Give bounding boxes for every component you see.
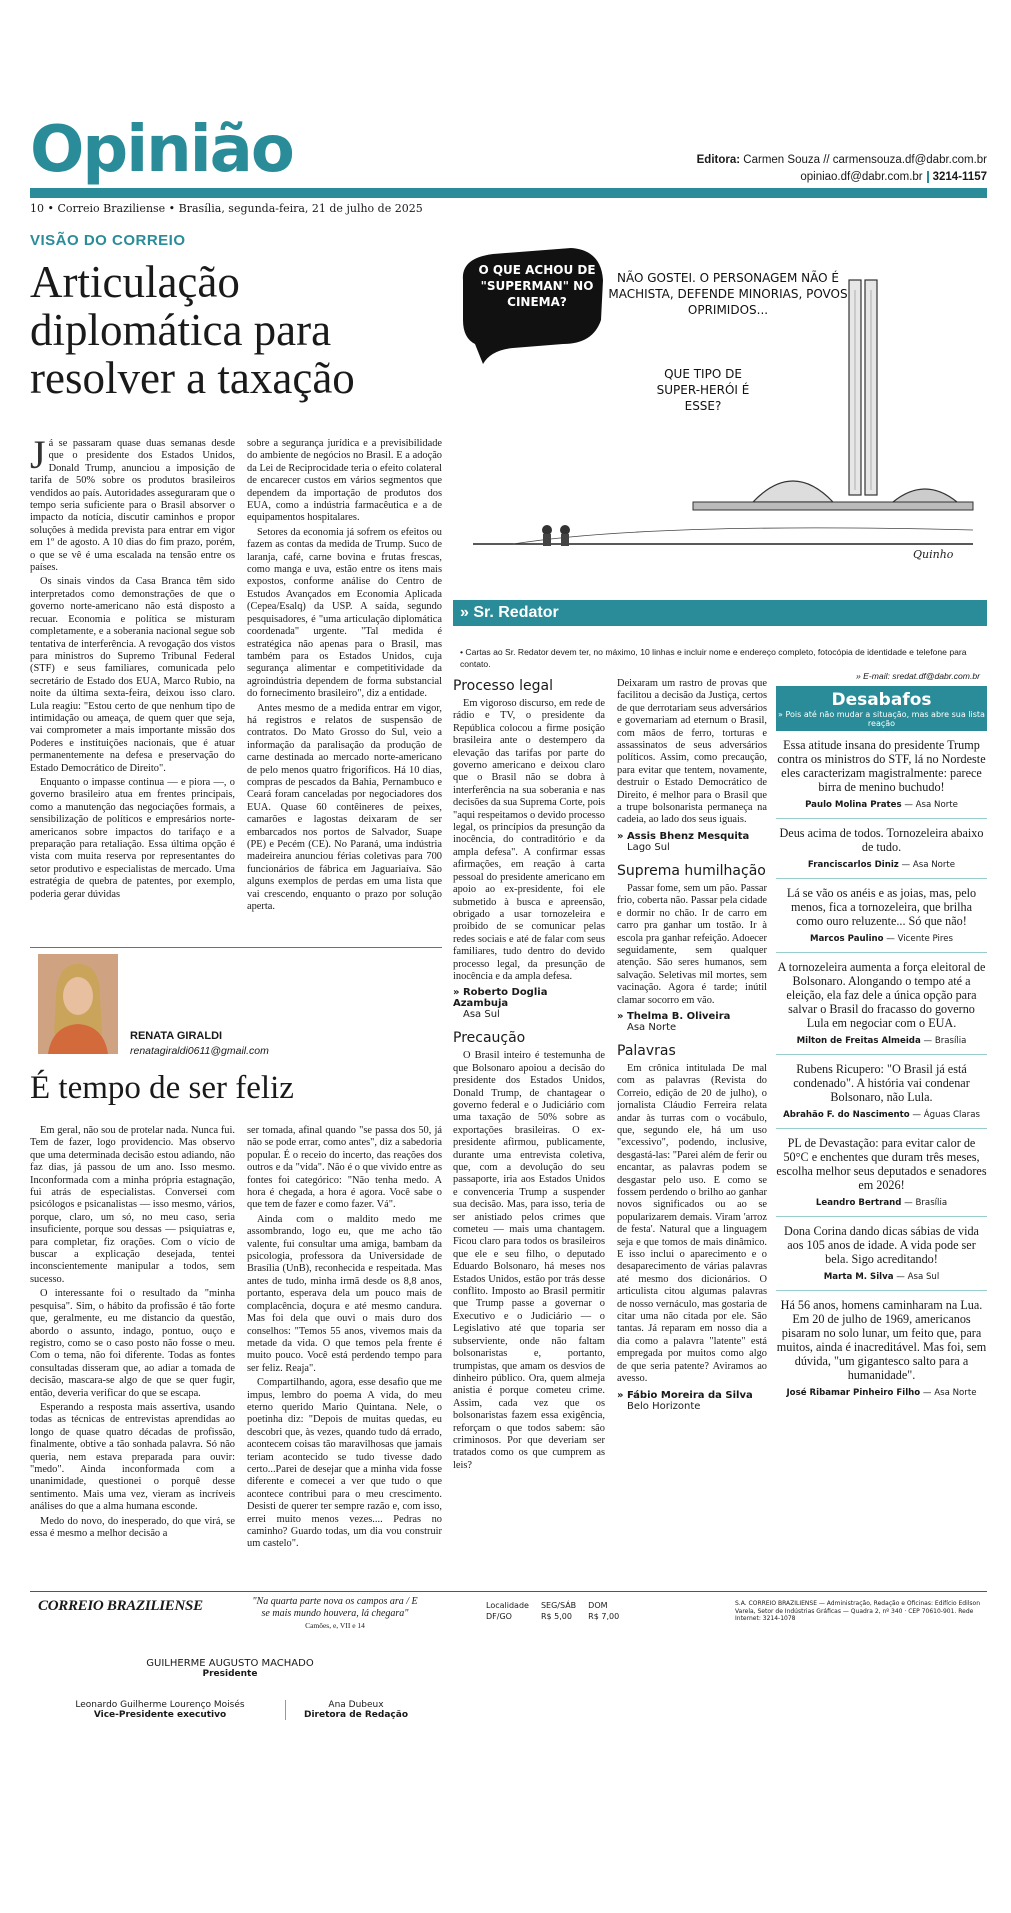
footer-quote [250,1596,420,1632]
desabafo-place: Asa Norte [912,860,956,870]
letters-rules: • Cartas ao Sr. Redator devem ter, no máximo, 10 linhas e incluir nome e endereço completo, fotocópia de identidade e telefone para contato. [460,647,967,669]
price-header-cell: Localidade [486,1601,529,1610]
letter-signer: » Thelma B. Oliveira [617,1010,731,1022]
desabafo-place: Brasília [915,1198,948,1208]
column-text-1 [30,1125,235,1570]
cartoon-answer: NÃO GOSTEI. O PERSONAGEM NÃO É MACHISTA, DEFENDE MINORIAS, POVOS OPRIMIDOS... [608,271,848,317]
column-paragraph: Medo do novo, do inesperado, do que virá, se essa é mesmo a melhor decisão a [30,1515,235,1539]
desabafo-name: Abrahão F. do Nascimento [783,1110,910,1120]
cartoon-question: O QUE ACHOU DE "SUPERMAN" NO CINEMA? [478,263,596,309]
letter-body: O Brasil inteiro é testemunha de que Bolsonaro apoiou a decisão do presidente dos Estados Unidos, Donald Trump, de chantagear o governo federal e o Judiciário com uma taxação de 50% sobre as exportações brasileiras. O ex-presidente afirmou, publicamente, durante uma entrevista coletiva, que, com a devolução do seu passaporte, iria aos Estados Unidos e convenceria Trump a suspender sua decisão. Mas, para isso, teria de ser anistiado pelos crimes que cometeu — mais uma chantagem. Ficou claro para todos os brasileiros que ele e seu filho, o deputado Eduardo Bolsonaro, há meses nos Estados Unidos, estão por trás desse conflito. Imposto ao Brasil permitir que Trump passe a governar o Executivo e o Judiciário — o Legislativo até que toparia ser subserviente, onde não faltam bolsonaristas e, portanto, trumpistas, que amam os desvios de dinheiro público. Ora, quem almeja anistia é porque cometeu crime. Assim, cada vez que os bolsonaristas fazem essa exigência, reforçam o que todos sabem: são criminosos. Por que deveriam ser tratados como os que cumprem as leis? [453,1050,605,1471]
desabafo-place: Águas Claras [923,1110,980,1120]
price-cell: R$ 5,00 [540,1612,572,1621]
column-paragraph: O interessante foi o resultado da "minha pesquisa". Sim, o hábito da profissão é tão forte que, geralmente, eu me distancio da questão, abordo o assunto, indago, pontuo, ouço e registro, como se o caso posto não fosse o meu. Com o tema, não foi diferente. Todas as fontes consultadas disseram que, ao adiar a tomada de decisão, mascara-se algo de que se quer fugir, então, deveria verificar do que se escapa. [30,1288,235,1399]
price-cell: DF/GO [486,1612,512,1621]
phone-number: 3214-1157 [927,171,987,183]
editors-box [697,152,987,186]
desabafo-item: Há 56 anos, homens caminharam na Lua. Em 20 de julho de 1969, americanos pisaram no solo lunar, um feito que, para muitos, ainda é inacreditável. Mas foi, sem dúvida, "um gigantesco salto para a humanidade". José Ribamar Pinheiro Filho — Asa Norte [776,1298,987,1398]
letter-body: Deixaram um rastro de provas que facilitou a decisão da Justiça, certos de que derrotariam seus adversários e governariam ad eternum o Brasil, com mãos de ferro, torturas e assassinatos de seus adversários políticos. Assim, como precaução, para evitar que tentem, novamente, destruir o Estado Democrático de Direito, é melhor para o Brasil que a trupe bolsonarista permaneça na cadeia, ao lado dos seus iguais. [617,678,767,826]
author-photo [38,954,118,1054]
desabafo-text: Deus acima de todos. Tornozeleira abaixo de tudo. [779,826,984,854]
column-paragraph: ser tomada, afinal quando "se passa dos 50, já não se pode errar, como antes", diz a sabedoria popular. É o receio do incerto, das reações dos outros e da "vida". Não é o que vivido entre as fontes foi categórico: "Não tenha medo. A hora é chegada, a hora é agora. Você sabe o que tem de fazer e como fazer. Vá". [247,1125,442,1211]
masthead-rule [30,188,987,198]
desabafo-name: Milton de Freitas Almeida [796,1036,921,1046]
desabafo-name: Paulo Molina Prates [805,800,902,810]
column-paragraph: Em geral, não sou de protelar nada. Nunca fui. Tem de fazer, logo providencio. Mas observo que uma determinada decisão estou adiando, não faz dias, já passou de um ano. Isso mesmo. Inconformada com a minha própria estagnação, fui atrás de especialistas. Conversei com psicólogos e psicanalistas — isso mesmo, vários, porque, claro, um só, no meu caso, seria insuficiente, porque sou dessas — psiquiatras e, para completar, fiz orações. Com o vício de buscar a explicação desejada, tentei inconscientemente manipular a todos, sem sucesso. [30,1125,235,1285]
president-name: GUILHERME AUGUSTO MACHADO [146,1658,314,1669]
desabafo-place: Asa Norte [915,800,958,810]
divider [30,947,442,948]
desabafo-item: Essa atitude insana do presidente Trump contra os ministros do STF, lá no Nordeste eles caracterizam magistralmente: parece birra de menino buchudo! Paulo Molina Prates — Asa Norte [776,731,987,819]
letter-body: Passar fome, sem um pão. Passar frio, coberta não. Passar pela cidade e dormir no chão. Ir de carro em carro pra ganhar um tostão. Ir à escola pra ganhar refeição. Adoecer seguidamente, sem qualquer atenção. São seres humanos, sem salvação. Seletivas mil mortes, sem vacinação. Agora é tarde; inútil clamar socorro em vão. [617,882,767,1006]
desabafo-item: A tornozeleira aumenta a força eleitoral de Bolsonaro. Alongando o tempo até a eleição, ela faz dele a única opção para salvar o Brasil do fracasso do governo Lula em negociar com o EUA. Milton de Freitas Almeida — Brasília [776,953,987,1055]
desabafo-text: Dona Corina dando dicas sábias de vida aos 105 anos de idade. A vida pode ser bela. Sigo acreditando! [784,1224,979,1266]
desabafo-text: Essa atitude insana do presidente Trump contra os ministros do STF, lá no Nordeste eles caracterizam magistralmente: parece birra de menino buchudo! [777,738,986,794]
desabafo-name: José Ribamar Pinheiro Filho [786,1388,921,1398]
desabafo-name: Leandro Bertrand [815,1198,902,1208]
director-name: Ana Dubeux [328,1700,384,1710]
president-block [70,1658,390,1679]
price-header-cell: SEG/SÁB [540,1601,577,1610]
desabafo-place: Brasília [934,1036,967,1046]
desabafo-text: Lá se vão os anéis e as joias, mas, pelo menos, fica a tornozeleira, que brilha como ouro reluzente... Só que não! [786,886,977,928]
editorial-paragraph: Setores da economia já sofrem os efeitos ou fazem as contas da medida de Trump. Suco de laranja, café, carne bovina e frutas frescas, como manga e uva, estão entre os itens mais expostos, conforme análise do Centro de Estudos Avançados em Economia Aplicada (Cepea/Esalq) da USP. A saída, segundo pesquisadores, é "uma articulação diplomática coordenada" urgente. "Tal medida é estratégica não apenas para o Brasil, mas também para os Estados Unidos, cuja segurança alimentar e competitividade da agroindústria dependem de forma substancial do fornecimento brasileiro", diz a entidade. [247,526,442,700]
footer-divider [30,1591,987,1592]
letters-column-1 [453,678,605,1583]
desabafo-place: Asa Sul [907,1272,940,1282]
desabafos-title: Desabafos [831,690,932,710]
desabafo-item: Lá se vão os anéis e as joias, mas, pelo menos, fica a tornozeleira, que brilha como ouro reluzente... Só que não! Marcos Paulino — Vicente Pires [776,879,987,953]
desabafos-header [776,686,987,731]
desabafo-name: Franciscarlos Diniz [807,860,899,870]
letters-email[interactable]: » E-mail: sredat.df@dabr.com.br [856,671,980,681]
letter-title: Suprema humilhação [617,862,766,879]
desabafos-box [776,686,987,1586]
letter-signer: » Roberto Doglia Azambuja [453,987,548,1010]
editorial-cartoon [453,240,987,580]
sr-redator-title: » Sr. Redator [460,604,559,621]
desabafo-item: PL de Devastação: para evitar calor de 50°C e enchentes que duram três meses, escolha melhor seus deputados e senadores em 2026! Leandro Bertrand — Brasília [776,1129,987,1217]
letter-title: Processo legal [453,678,553,694]
dropcap: J [30,438,46,477]
desabafos-subtitle: » Pois até não mudar a situação, mas abre sua lista reação [778,710,985,728]
editorial-paragraph: á se passaram quase duas semanas desde que o presidente dos Estados Unidos, Donald Trump, anunciou a imposição de tarifa de 50% sobre os produtos brasileiros vendidos ao país. Autoridades asseguraram que o tempo seria suficiente para o Brasil absorver o impacto da notícia, discutir caminhos e propor soluções à medida prevista para entrar em vigor em 1º de agosto. A 10 dias do fim prazo, porém, o que se vê é uma escalada na tensão entre os países. [30,438,235,574]
letter-title: Precaução [453,1030,526,1047]
editorial-paragraph: Enquanto o impasse continua — e piora —, o governo brasileiro atua em frentes principais, como a manutenção das negociações formais, a sensibilização de políticos e empresários norte-americanos sobre impactos do tarifaço e a preparação para retaliação. Essa última opção é vista com muita reserva por representantes do setor produtivo e especialistas de mercado. Uma estratégia de quebra de patentes, por exemplo, poderia gerar dúvidas [30,776,235,900]
cartoonist-signature: Quinho [913,548,954,561]
column-paragraph: Esperando a resposta mais assertiva, usando todas as técnicas de entrevistas aprendidas ao longo de quase quatro décadas de profissão, finalmente, obtive a tão sonhada palavra. Só não queria, nem estava preparada para ouvir: "medo". Ainda inconformada com a unanimidade, questionei o porquê desse sentimento. Mais uma vez, vieram as incríveis análises do que a alma humana esconde. [30,1401,235,1513]
author-name: RENATA GIRALDI [130,1030,223,1042]
column-paragraph: Ainda com o maldito medo me assombrando, logo eu, que me acho tão valente, fui consultar uma amiga, bambam da psicologia, professora da Universidade de Brasília (UnB), reconhecida e respeitada. Mas antes de tudo, minha irmã desde os 8,8 anos, portanto, esperava dela um pouco mais de complacência, doçura e até mesmo candura. Mas foi dela que ouvi o mais duro dos conselhos: "Temos 55 anos, vivemos mais da metade da vida. O que temos pela frente é muito pouco. Você está perdendo tempo para ser feliz. Reaja". [247,1213,442,1374]
letter-place: Lago Sul [627,841,670,853]
desabafo-text: Há 56 anos, homens caminharam na Lua. Em 20 de julho de 1969, americanos pisaram no solo lunar, um feito que, para muitos, ainda é inacreditável. Mas foi, sem dúvida, "um gigantesco salto para a humanidade". [776,1298,987,1382]
letters-note [460,646,980,682]
letter-signer: » Fábio Moreira da Silva [617,1389,753,1401]
director-block [285,1700,426,1720]
desabafo-text: A tornozeleira aumenta a força eleitoral de Bolsonaro. Alongando o tempo até a eleição, ela faz dele a única opção para salvar o Brasil do fracasso do governo Lula em negociar com o EUA. [777,960,986,1030]
desabafo-text: PL de Devastação: para evitar calor de 50°C e enchentes que duram três meses, escolha melhor seus deputados e senadores em 2026! [776,1136,987,1192]
figure [560,525,570,535]
letter-signer: » Assis Bhenz Mesquita [617,830,750,842]
desabafo-name: Marcos Paulino [809,934,884,944]
dateline: 10 • Correio Braziliense • Brasília, segunda-feira, 21 de julho de 2025 [30,202,423,215]
editorial-paragraph: sobre a segurança jurídica e a previsibilidade do ambiente de negócios no Brasil. E a adoção da Lei de Reciprocidade teria o efeito colateral de encarecer custos em vários segmentos que dependem da importação de produtos dos EUA, como a indústria farmacêutica e a de equipamentos hospitalares. [247,438,442,524]
letter-title: Palavras [617,1042,676,1059]
price-cell: R$ 7,00 [588,1612,620,1621]
vp-title: Vice-Presidente executivo [93,1710,227,1720]
editorial-paragraph: Os sinais vindos da Casa Branca têm sido interpretados como demonstrações de que o governo norte-americano não está disposto a recuar. Economia e política se misturam completamente, e a soberania nacional segue sob tentativa de interferência. A revogação dos vistos para ministros do Supremo Tribunal Federal (STF) e seus familiares, comunicada pelo secretário de Estado dos EUA, Marco Rubio, na noite da última sexta-feira, deixou isso claro. Lula reagiu: "Estou certo de que nenhum tipo de intimidação ou ameaça, de quem quer que seja, vai comprometer a mais importante missão dos Poderes e instituições nacionais, que é atuar permanentemente na defesa e preservação do Estado Democrático de Direito". [30,576,235,774]
desabafo-item: Deus acima de todos. Tornozeleira abaixo de tudo. Franciscarlos Diniz — Asa Norte [776,819,987,879]
column-headline: É tempo de ser feliz [30,1070,294,1106]
editors-name[interactable]: Carmen Souza // carmensouza.df@dabr.com.br [743,154,987,166]
letter-place: Asa Norte [627,1021,677,1033]
editors-label: Editora: [696,154,741,166]
desabafo-item: Rubens Ricupero: "O Brasil já está condenado". A história vai condenar Bolsonaro, não Lula. Abrahão F. do Nascimento — Águas Claras [776,1055,987,1129]
letters-column-2 [617,678,767,1583]
letter-body: Em vigoroso discurso, em rede de rádio e TV, o presidente da República colocou a firme posição brasileira ante o destempero da elevação das tarifas por parte do governo americano e deixou claro que o Brasil não se dobra à interferência na sua soberania e nas decisões da sua Suprema Corte, pois "aqui respeitamos o devido processo legal, os princípios da presunção da inocência, do contraditório e da ampla defesa". A confirmar essas afirmações, em reação à carta pessoal do presidente americano em apoio ao ex-presidente, foi ele submetido à busca e apreensão, obrigado a usar tornozeleira e proibido de se comunicar pelas redes sociais e até de falar com seus familiares, tudo dentro do devido processo legal, da presunção de inocência e da ampla defesa. [453,698,605,982]
desabafo-name: Marta M. Silva [823,1272,894,1282]
desabafo-text: Rubens Ricupero: "O Brasil já está condenado". A história vai condenar Bolsonaro, não Lula. [793,1062,970,1104]
column-paragraph: Compartilhando, agora, esse desafio que me impus, lembro do poema A vida, do meu eterno querido Mario Quintana. Nele, o poetinha diz: "Depois de muitas quedas, eu descobri que, às vezes, quando tudo dá errado, acontecem coisas tão maravilhosas que jamais teriam acontecido se tudo tivesse dado certo...Parei de desejar que a minha vida fosse diferente e comecei a ver que tudo o que acontece contribui para o meu crescimento. Desisti de querer ter sempre razão e, com isso, errei muito menos vezes.... Pedras no caminho? Guardo todas, um dia vou construir um castelo". [247,1377,442,1550]
cartoon-followup: QUE TIPO DE SUPER-HERÓI É ESSE? [656,367,750,413]
desabafo-place: Vicente Pires [897,934,954,944]
editorial-paragraph: Antes mesmo de a medida entrar em vigor, há registros e relatos de suspensão de contratos. Do Mato Grosso do Sul, veio a informação da paralisação da produção de carne destinada ao mercado norte-americano de pelo menos quatro frigoríficos. Há 10 dias, compras de pescados da Bahia, Pernambuco e Ceará foram canceladas por negociadores dos EUA. Quase 60 contêineres de peixes, camarões e lagostas deixaram de ser embarcados nos portos de Salvador, Suape (PE) e Pecém (CE). No Paraná, uma indústria madeireira anunciou férias coletivas para 700 funcionários de fábrica em Jaguariaíva. São alguns exemplos de perdas em uma lista que vai crescendo, enquanto o prazo por solução aperta. [247,702,442,913]
author-email[interactable]: renatagiraldi0611@gmail.com [130,1045,269,1057]
price-header-cell: DOM [588,1601,608,1610]
quote-source: Camões, e, VII e 14 [305,1621,365,1630]
letter-body: Em crônica intitulada De mal com as palavras (Revista do Correio, edição de 20 de julho), o jornalista Cláudio Ferreira relata andar às turras com o vocábulo, que, segundo ele, há um uso "excessivo", podendo, inclusive, desgastá-las: "Parei além de ferir ou encantar, as palavras podem se desgastar pelo uso. E como se fossem perdendo o brilho ao ganhar novos significados ou ao se popularizarem demais. Viram 'arroz de festa'. Natural que a linguagem seja e que tomos de mais dinâmico. E isso inclui o aparecimento e o desaparecimento de várias palavras até mesmo dos dicionários. O articulista citou algumas palavras de nosso vernáculo, mas gostaria de citar uma não citada por ele. São tantas. Já reparam em nosso dia a dia como a palavra "latente" está empregada por muitos como algo de que seria patente? Aviramos ao avesso. [617,1062,767,1385]
section-title: Opinião [30,113,293,187]
desabafo-item: Dona Corina dando dicas sábias de vida aos 105 anos de idade. A vida pode ser bela. Sigo acreditando! Marta M. Silva — Asa Sul [776,1217,987,1291]
vp-block [30,1700,290,1720]
figure [542,525,552,535]
opinion-email[interactable]: opiniao.df@dabr.com.br [800,171,923,183]
vp-name: Leonardo Guilherme Lourenço Moisés [75,1700,245,1710]
letter-place: Asa Sul [463,1009,500,1021]
desabafo-place: Asa Norte [934,1388,977,1398]
newspaper-logo: CORREIO BRAZILIENSE [38,1598,203,1614]
letter-place: Belo Horizonte [627,1400,701,1412]
editorial-column-2 [247,438,442,918]
editorial-kicker: VISÃO DO CORREIO [30,232,186,249]
president-title: Presidente [202,1669,258,1679]
corporate-info: S.A. CORREIO BRAZILIENSE — Administração, Redação e Oficinas: Edifício Edilson Varela, Setor de Indústrias Gráficas — Quadra 2, nº 340 · CEP 70610-901. Rede Internet: 3214-1078 [735,1600,981,1622]
column-text-2 [247,1125,442,1570]
quote-text: "Na quarta parte nova os campos ara / E se mais mundo houvera, lá chegara" [252,1596,418,1619]
price-table [480,1600,720,1900]
director-title: Diretora de Redação [303,1710,409,1720]
editorial-headline: Articulação diplomática para resolver a taxação [30,257,355,403]
editorial-column-1 [30,438,235,918]
